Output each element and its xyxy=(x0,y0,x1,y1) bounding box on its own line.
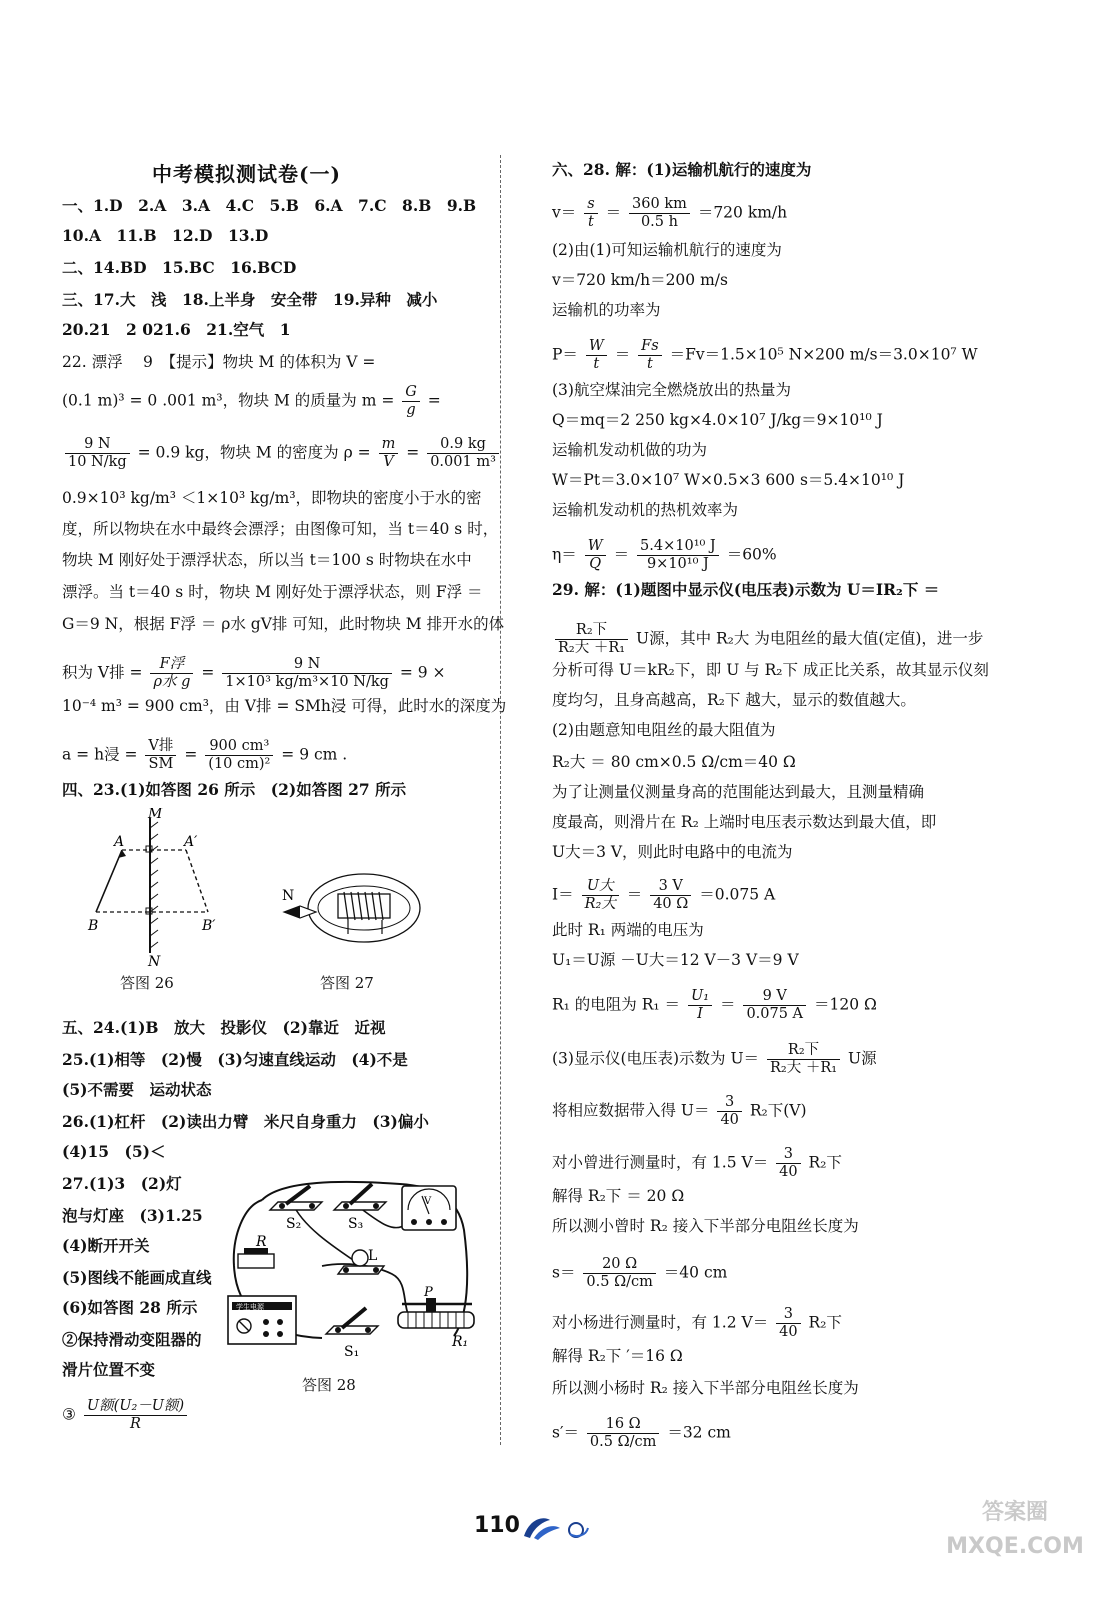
fraction xyxy=(150,656,193,691)
text: U源，其中 R₂大 为电阻丝的最大值(定值)，进一步 xyxy=(636,629,984,648)
formula-line xyxy=(62,738,347,773)
numerator: U额(U₂－U额) xyxy=(84,1398,187,1416)
fraction xyxy=(583,1256,655,1291)
denominator: 0.5 Ω/cm xyxy=(589,1434,657,1450)
figure-caption: 答图 26 xyxy=(120,974,174,992)
fraction xyxy=(637,538,719,573)
denominator: 40 xyxy=(779,1324,798,1340)
text: = 0.9 kg，物块 M 的密度为 ρ = xyxy=(137,443,371,462)
numerator: G xyxy=(402,384,420,402)
answer-line: Q＝mq＝2 250 kg×4.0×10⁷ J/kg＝9×10¹⁰ J xyxy=(552,411,883,429)
text: I＝ xyxy=(552,885,574,904)
answer-line: 滑片位置不变 xyxy=(62,1360,156,1379)
figure-caption: 答图 28 xyxy=(302,1376,356,1394)
formula-line xyxy=(552,1146,842,1181)
text: 对小杨进行测量时，有 1.2 V＝ xyxy=(552,1313,769,1332)
label-s3: S₃ xyxy=(348,1216,364,1232)
denominator: R₂大 ＋R₁ xyxy=(558,640,626,656)
numerator: R₂下 xyxy=(555,622,628,640)
text: ＝ xyxy=(719,995,736,1014)
label-p: P xyxy=(424,1285,433,1300)
fraction xyxy=(650,878,691,913)
text: ＝ xyxy=(614,345,631,364)
answer-line: 运输机发动机的热机效率为 xyxy=(552,501,739,519)
answer-line: R₂大 ＝ 80 cm×0.5 Ω/cm＝40 Ω xyxy=(552,753,796,771)
denominator: t xyxy=(593,356,600,372)
answer-line: 运输机发动机做的功为 xyxy=(552,441,708,459)
image-ab xyxy=(186,850,208,912)
fraction xyxy=(379,436,399,471)
text: = 9 cm . xyxy=(281,745,348,764)
answer-line: 10⁻⁴ m³ = 900 cm³，由 V排 = SMh浸 可得，此时水的深度为 xyxy=(62,697,507,715)
text: R₂下 xyxy=(808,1313,842,1332)
answer-line: 度，所以物块在水中最终会漂浮；由图像可知，当 t＝40 s 时， xyxy=(62,520,499,538)
text: ＝60% xyxy=(726,545,777,564)
answer-line: U₁＝U源 －U大＝12 V－3 V＝9 V xyxy=(552,951,799,969)
text: R₂下(V) xyxy=(749,1101,807,1120)
text: ＝ xyxy=(605,203,622,222)
answer-line: (2)由题意知电阻丝的最大阻值为 xyxy=(552,721,776,739)
answer-line: 0.9×10³ kg/m³ ＜1×10³ kg/m³，即物块的密度小于水的密 xyxy=(62,489,482,507)
text: ＝0.075 A xyxy=(699,885,776,904)
answer-line: 运输机的功率为 xyxy=(552,301,661,319)
answer-line: 三、17.大 浅 18.上半身 安全带 19.异种 减小 xyxy=(62,290,438,309)
text: R₁ 的电阻为 R₁ ＝ xyxy=(552,995,681,1014)
fraction xyxy=(402,384,420,419)
numerator: W xyxy=(586,338,607,356)
answer-line: 26.(1)杠杆 (2)读出力臂 米尺自身重力 (3)偏小 xyxy=(62,1112,429,1131)
fraction xyxy=(222,656,392,691)
text: 积为 V排 = xyxy=(62,663,143,682)
answer-line: v＝720 km/h＝200 m/s xyxy=(552,271,728,289)
figure-26 xyxy=(80,808,240,968)
denominator: 10 N/kg xyxy=(68,454,127,470)
answer-line: 22. 漂浮 9 【提示】物块 M 的体积为 V = xyxy=(62,353,376,371)
numerator: V排 xyxy=(145,738,176,756)
text: 六、28. 解：(1)运输机航行的速度为 xyxy=(552,160,812,179)
fraction xyxy=(587,1416,659,1451)
label-a: A xyxy=(114,834,125,850)
label-a-prime: A′ xyxy=(184,834,198,850)
text: = xyxy=(184,745,198,764)
formula-line xyxy=(62,436,502,471)
text: ＝ xyxy=(613,545,630,564)
label-n: N xyxy=(148,954,161,968)
answer-line: 此时 R₁ 两端的电压为 xyxy=(552,921,704,939)
numerator: R₂下 xyxy=(767,1042,840,1060)
fraction xyxy=(585,538,606,573)
denominator: 0.5 h xyxy=(640,214,678,230)
fraction xyxy=(205,738,273,773)
answer-line: W＝Pt＝3.0×10⁷ W×0.5×3 600 s＝5.4×10¹⁰ J xyxy=(552,471,905,489)
label-r: R xyxy=(256,1234,267,1250)
text: U源 xyxy=(848,1049,877,1068)
text: ＝720 km/h xyxy=(697,203,788,222)
formula-line xyxy=(62,1398,190,1433)
text: R₂下 xyxy=(808,1153,842,1172)
leaf-ornament-icon xyxy=(520,1512,600,1542)
fraction xyxy=(717,1094,741,1129)
answer-line: 漂浮。当 t＝40 s 时，物块 M 刚好处于漂浮状态，则 F浮 ＝ xyxy=(62,583,483,601)
fraction xyxy=(776,1306,800,1341)
numerator: m xyxy=(379,436,399,454)
denominator: R xyxy=(130,1416,141,1432)
formula-line xyxy=(552,338,978,373)
label-r1: R₁ xyxy=(452,1334,469,1350)
formula-line xyxy=(552,1416,731,1451)
label-l: L xyxy=(368,1248,378,1264)
answer-line: 所以测小杨时 R₂ 接入下半部分电阻丝长度为 xyxy=(552,1379,859,1397)
fraction xyxy=(743,988,806,1023)
text: 将相应数据带入得 U＝ xyxy=(552,1101,710,1120)
fraction xyxy=(629,196,690,231)
denominator: 40 Ω xyxy=(653,896,689,912)
denominator: g xyxy=(406,402,416,418)
denominator: 9×10¹⁰ J xyxy=(646,556,709,572)
fraction xyxy=(584,196,597,231)
denominator: V xyxy=(383,454,394,470)
numerator: 3 xyxy=(776,1146,800,1164)
formula-line xyxy=(552,196,787,231)
numerator: 360 km xyxy=(629,196,690,214)
fraction xyxy=(427,436,499,471)
denominator: t xyxy=(588,214,594,230)
numerator: 5.4×10¹⁰ J xyxy=(637,538,719,556)
text: = xyxy=(201,663,215,682)
fraction xyxy=(688,988,712,1023)
denominator: ρ水 g xyxy=(153,674,191,690)
answer-line: 一、1.D 2.A 3.A 4.C 5.B 6.A 7.C 8.B 9.B xyxy=(62,196,477,215)
answer-line: 四、23.(1)如答图 26 所示 (2)如答图 27 所示 xyxy=(62,780,407,799)
page-title: 中考模拟测试卷(一) xyxy=(152,162,341,186)
numerator: 20 Ω xyxy=(583,1256,655,1274)
answer-line: 度最高，则滑片在 R₂ 上端时电压表示数达到最大值，即 xyxy=(552,813,937,831)
answer-line: 五、24.(1)B 放大 投影仪 (2)靠近 近视 xyxy=(62,1018,386,1037)
text: ＝120 Ω xyxy=(813,995,877,1014)
answer-line: 泡与灯座 (3)1.25 xyxy=(62,1206,203,1225)
text: = xyxy=(406,443,420,462)
fraction xyxy=(582,878,619,913)
fraction xyxy=(638,338,662,373)
numerator: 900 cm³ xyxy=(205,738,273,756)
answer-line: 25.(1)相等 (2)慢 (3)匀速直线运动 (4)不是 xyxy=(62,1050,408,1069)
answer-line: (5)图线不能画成直线 xyxy=(62,1268,212,1287)
formula-line xyxy=(62,656,446,691)
text: 29. 解：(1)题图中显示仪(电压表)示数为 U＝IR₂下 ＝ xyxy=(552,580,940,599)
text: 对小曾进行测量时，有 1.5 V＝ xyxy=(552,1153,769,1172)
answer-line: (3)航空煤油完全燃烧放出的热量为 xyxy=(552,381,791,399)
answer-line: 所以测小曾时 R₂ 接入下半部分电阻丝长度为 xyxy=(552,1217,859,1235)
text: s＝ xyxy=(552,1263,576,1282)
denominator: 1×10³ kg/m³×10 N/kg xyxy=(225,674,389,690)
switch-s3 xyxy=(334,1184,386,1210)
text: s′＝ xyxy=(552,1423,579,1442)
object-ab xyxy=(96,850,122,912)
answer-line: (4)15 (5)＜ xyxy=(62,1142,166,1161)
answer-line: (4)断开开关 xyxy=(62,1236,150,1255)
switch-s1 xyxy=(326,1308,378,1334)
formula-line xyxy=(552,988,877,1023)
numerator: 16 Ω xyxy=(587,1416,659,1434)
text: a = h浸 = xyxy=(62,745,138,764)
denominator: 40 xyxy=(779,1164,798,1180)
denominator: t xyxy=(647,356,653,372)
text: ＝40 cm xyxy=(663,1263,728,1282)
label-s1: S₁ xyxy=(344,1344,360,1360)
numerator: U大 xyxy=(582,878,619,896)
text: (0.1 m)³ = 0 .001 m³，物块 M 的质量为 m = xyxy=(62,391,395,410)
numerator: Fs xyxy=(638,338,662,356)
numerator: 9 N xyxy=(65,436,130,454)
numerator: U₁ xyxy=(688,988,712,1006)
numerator: 3 V xyxy=(650,878,691,896)
answer-line: 度均匀，且身高越高，R₂下 越大，显示的数值越大。 xyxy=(552,691,916,709)
answer-line: 20.21 2 021.6 21.空气 1 xyxy=(62,320,291,339)
formula-line xyxy=(552,622,983,657)
label-v: V xyxy=(424,1196,432,1207)
power-source-label: 学生电源 xyxy=(236,1303,264,1311)
answer-line: (2)由(1)可知运输机航行的速度为 xyxy=(552,241,782,259)
watermark: 答案圈 MXQE.COM xyxy=(946,1500,1084,1559)
numerator: 9 N xyxy=(222,656,392,674)
text: ＝ xyxy=(626,885,643,904)
arrow-head xyxy=(118,850,126,858)
label-b: B xyxy=(88,918,99,934)
answer-line: 为了让测量仪测量身高的范围能达到最大，且测量精确 xyxy=(552,783,925,801)
denominator: 0.075 A xyxy=(746,1006,804,1022)
answer-line: ②保持滑动变阻器的 xyxy=(62,1330,202,1349)
denominator: 0.5 Ω/cm xyxy=(586,1274,653,1290)
label-m: M xyxy=(148,808,163,822)
text: P＝ xyxy=(552,345,578,364)
numerator: F浮 xyxy=(150,656,193,674)
mirror-hatching xyxy=(150,822,158,948)
formula-line xyxy=(552,1042,877,1077)
figure-27 xyxy=(278,862,428,952)
text: = 9 × xyxy=(399,663,446,682)
answer-line: 物块 M 刚好处于漂浮状态，所以当 t＝100 s 时物块在水中 xyxy=(62,551,472,569)
fraction xyxy=(767,1042,840,1077)
text: ＝32 cm xyxy=(667,1423,731,1442)
voltmeter xyxy=(402,1186,456,1230)
formula-line xyxy=(552,1094,807,1129)
label-s2: S₂ xyxy=(286,1216,302,1232)
label-b-prime: B′ xyxy=(202,918,216,934)
fraction xyxy=(145,738,176,773)
resistor-r xyxy=(238,1248,274,1268)
label-n: N xyxy=(282,888,295,904)
answer-line: (6)如答图 28 所示 xyxy=(62,1298,198,1317)
answer-line xyxy=(552,160,811,180)
text: ③ xyxy=(62,1405,76,1424)
denominator: Q xyxy=(589,556,602,572)
fraction xyxy=(65,436,130,471)
rheostat-r1 xyxy=(398,1298,474,1328)
answer-line: 解得 R₂下 ＝ 20 Ω xyxy=(552,1187,685,1205)
text: (3)显示仪(电压表)示数为 U＝ xyxy=(552,1049,760,1068)
column-divider xyxy=(500,155,501,1445)
denominator: R₂大 ＋R₁ xyxy=(769,1060,838,1076)
answer-line: (5)不需要 运动状态 xyxy=(62,1080,212,1099)
denominator: 40 xyxy=(720,1112,739,1128)
text: v＝ xyxy=(552,203,577,222)
numerator: 0.9 kg xyxy=(427,436,499,454)
page-number: 110 xyxy=(474,1513,520,1538)
answer-line: 二、14.BD 15.BC 16.BCD xyxy=(62,258,297,277)
denominator: SM xyxy=(148,756,174,772)
answer-line: 10.A 11.B 12.D 13.D xyxy=(62,226,269,245)
denominator: R₂大 xyxy=(584,896,616,912)
answer-line: U大＝3 V，则此时电路中的电流为 xyxy=(552,843,793,861)
fraction xyxy=(776,1146,800,1181)
text: η＝ xyxy=(552,545,577,564)
text: ＝Fv＝1.5×10⁵ N×200 m/s＝3.0×10⁷ W xyxy=(669,345,978,364)
fraction xyxy=(555,622,628,657)
denominator: I xyxy=(697,1006,703,1022)
answer-line: 分析可得 U＝kR₂下，即 U 与 R₂下 成正比关系，故其显示仪刻 xyxy=(552,661,989,679)
text: = xyxy=(427,391,441,410)
formula-line xyxy=(552,1256,727,1291)
answer-line: G＝9 N，根据 F浮 ＝ ρ水 gV排 可知，此时物块 M 排开水的体 xyxy=(62,615,505,633)
denominator: 0.001 m³ xyxy=(430,454,496,470)
numerator: W xyxy=(585,538,606,556)
denominator: (10 cm)² xyxy=(208,756,271,772)
needle-north xyxy=(284,906,300,918)
answer-line: 解得 R₂下 ′＝16 Ω xyxy=(552,1347,683,1365)
formula-line xyxy=(62,384,441,419)
numerator: 3 xyxy=(717,1094,741,1112)
fraction xyxy=(84,1398,187,1433)
answer-line: 27.(1)3 (2)灯 xyxy=(62,1174,182,1193)
numerator: s xyxy=(584,196,597,214)
numerator: 3 xyxy=(776,1306,800,1324)
answer-line xyxy=(552,580,939,600)
figure-28 xyxy=(222,1166,480,1364)
formula-line xyxy=(552,1306,842,1341)
formula-line xyxy=(552,878,775,913)
formula-line xyxy=(552,538,777,573)
numerator: 9 V xyxy=(743,988,806,1006)
fraction xyxy=(586,338,607,373)
figure-caption: 答图 27 xyxy=(320,974,374,992)
